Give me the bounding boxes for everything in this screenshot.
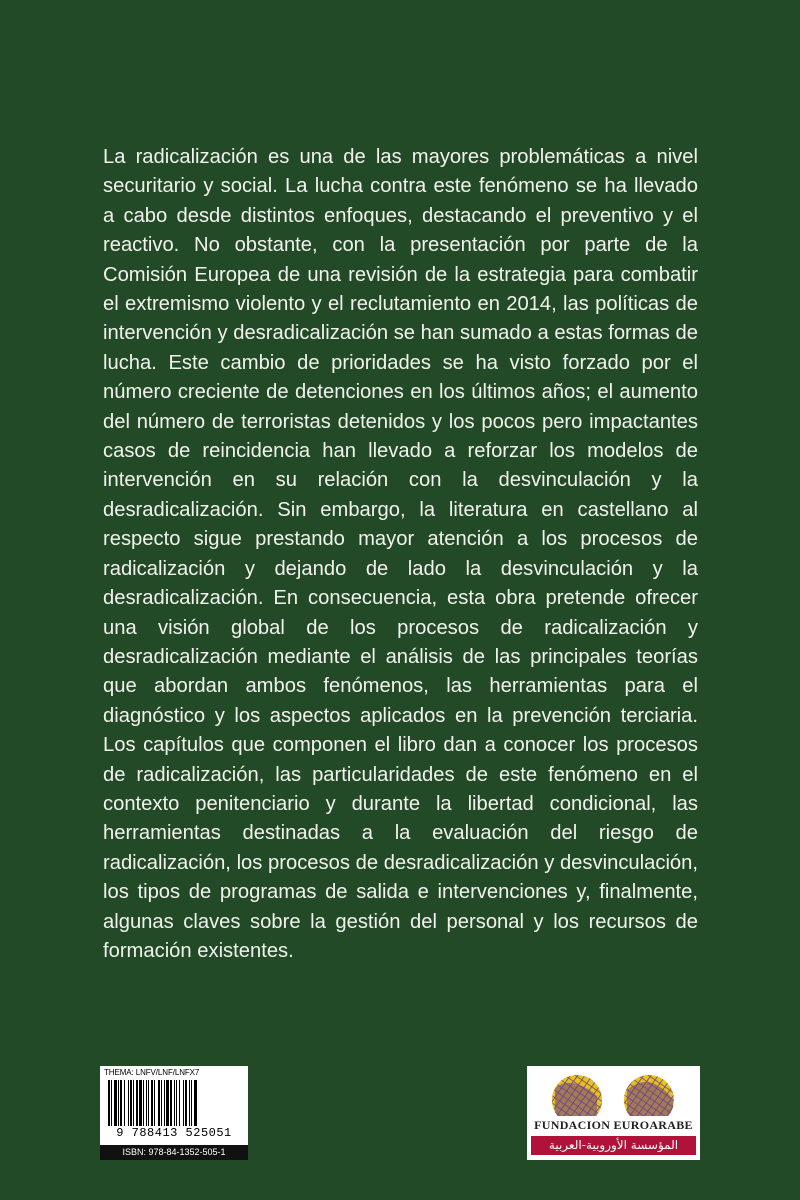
globe-icon [537,1070,690,1116]
barcode-label [100,1066,248,1160]
thema-code: THEMA: LNFV/LNF/LNFX7 [104,1068,200,1077]
barcode-digits: 9 788413 525051 [116,1126,232,1140]
publisher-arabic-name: المؤسسة الأوروبية-العربية [531,1136,696,1155]
back-cover-blurb: La radicalización es una de las mayores problemáticas a nivel securitario y social. La lucha contra este fenómeno se ha llevado a cabo desde distintos enfoques, destacando el preventivo y el reactivo. No obstante, con la presentación por parte de la Comisión Europea de una revisión de la estrategia para combatir el extremismo violento y el reclutamiento en 2014, las políticas de intervención y desradicalización se han sumado a estas formas de lucha. Este cambio de prioridades se ha visto forzado por el número creciente de detenciones en los últimos años; el aumento del número de terroristas detenidos y los pocos pero impactantes casos de reincidencia han llevado a reforzar los modelos de intervención en su relación con la desvinculación y la desradicalización. Sin embargo, la literatura en castellano al respecto sigue prestando mayor atención a los procesos de radicalización y dejando de lado la desvinculación y la desradicalización. En consecuencia, esta obra pretende ofrecer una visión global de los procesos de radicalización y desradicalización mediante el análisis de las principales teorías que abordan ambos fenómenos, las herramientas para el diagnóstico y los aspectos aplicados en la prevención terciaria. Los capítulos que componen el libro dan a conocer los procesos de radicalización, las particularidades de este fenómeno en el contexto penitenciario y durante la libertad condicional, las herramientas destinadas a la evaluación del riesgo de radicalización, los procesos de desradicalización y desvinculación, los tipos de programas de salida e intervenciones y, finalmente, algunas claves sobre la gestión del personal y los recursos de formación existentes. [103,146,698,962]
isbn-number: ISBN: 978-84-1352-505-1 [100,1145,248,1160]
publisher-logo [527,1066,700,1160]
isbn-barcode-icon [104,1080,244,1126]
publisher-name: FUNDACION EUROARABE [534,1118,693,1132]
